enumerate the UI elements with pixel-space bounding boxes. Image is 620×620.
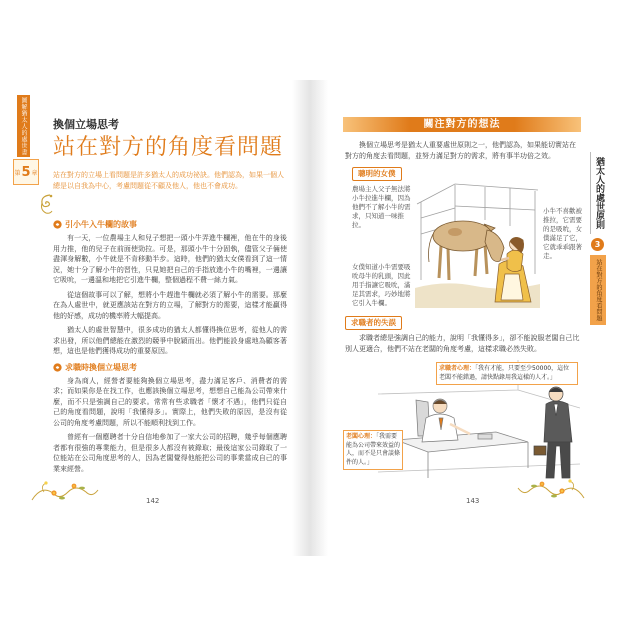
chapter-badge bbox=[13, 159, 39, 185]
applicant bbox=[534, 387, 572, 478]
applicant-thought-bubble bbox=[436, 362, 578, 385]
illustration-label: 聰明的女僕 bbox=[352, 167, 402, 181]
page-title: 站在對方的角度看問題 bbox=[53, 135, 284, 160]
side-tab-chapter-title: 猶太人的處世原則 bbox=[590, 152, 607, 234]
page-number: 142 bbox=[146, 497, 160, 505]
illustration-caption: 小牛不喜歡被推拉，它需要的是吸吮，女僕滿足了它，它就乖乖跟著走。 bbox=[543, 207, 582, 260]
boss-thought-label: 老闆心理： bbox=[346, 433, 377, 440]
chapter-prefix: 第 bbox=[14, 169, 21, 177]
body-paragraph: 有一天，一位農場主人和兒子想把一頭小牛弄進牛欄裡，他在牛的身後用力推，他的兒子在前面使勁拉。可是，那頭小牛十分固執，儘管父子倆使盡渾身解數，小牛就是不肯移動半步。這時，他們的猶太女僕看到了這一情況，她十分了解小牛的習性，只見她把自己的手指放進小牛的嘴裡，一邊讓它吸吮，一邊溫和地把它引進牛欄，整個過程不費一絲力氣。 bbox=[53, 234, 287, 284]
chapter-number: 5 bbox=[21, 164, 31, 180]
side-tab-section-number: 3 bbox=[591, 238, 604, 251]
office-desk bbox=[396, 432, 528, 478]
page-header-bar: 關注對方的想法 bbox=[343, 117, 581, 132]
calf bbox=[429, 221, 505, 280]
applicant-thought-label: 求職者心理： bbox=[439, 365, 476, 372]
intro-paragraph: 站在對方的立場上看問題是許多猶太人的成功祕訣。他們認為，如果一個人總是以自我為中心，考慮問題從不顧及他人，他也不會成功。 bbox=[53, 171, 284, 190]
series-tab: 圖解猶太人的處世書 bbox=[17, 95, 30, 157]
illustration-label: 求職者的失誤 bbox=[345, 316, 402, 330]
illustration-caption: 女僕知道小牛需要吸吮母牛的乳頭，因此用手指讓它吸吮，滿足其需求，巧妙地將它引入牛欄。 bbox=[352, 263, 411, 307]
page-number: 143 bbox=[466, 497, 480, 505]
floral-vine-icon bbox=[30, 480, 100, 504]
body-paragraph: 從這個故事可以了解，想將小牛趕進牛欄就必須了解小牛的需要。那麼在為人處世中，就更應該站在對方的立場，了解對方的需要，這樣才能贏得他的好感，成功的機率將大幅提高。 bbox=[53, 290, 287, 320]
circle-bullet-icon bbox=[53, 220, 62, 229]
section-heading bbox=[53, 362, 287, 373]
body-paragraph: 曾經有一個應聘者十分自信地參加了一家大公司的招聘，幾乎每個應聘者都有很強的專業能力，但是很多人都沒有被錄取；最後這家公司錄取了一位能站在公司角度思考的人，因為老闆覺得他能把公司的事業當成自己的事業來經營。 bbox=[53, 433, 287, 473]
body-paragraph: 猶太人的處世智慧中，很多成功的猶太人都懂得換位思考，從他人的需求出發，所以他們總能在激烈的競爭中脫穎而出。他們能設身處地為顧客著想，這也是他們獲得成功的重要原因。 bbox=[53, 326, 287, 355]
intro-paragraph: 換個立場思考是猶太人重要處世原則之一，他們認為，如果能切實站在對方的角度去看問題，並努力滿足對方的需求，將有事半功倍之效。 bbox=[345, 141, 576, 160]
body-paragraph: 身為商人，經營者要能夠換個立場思考，盡力滿足客戶、消費者的需求；而如果你是在找工作，也應該換個立場思考，想想自己能為公司帶來什麼，而不只是強調自己的要求。常常有些求職者「懷才不遇」，他們只從自己的角度看問題，說明「我懂得多」。實際上，他們失敗的原因，是沒有從公司的角度考慮問題，所以不能順利找到工作。 bbox=[53, 376, 287, 427]
boss-thought-text: 「我需要能為公司帶來效益的人，而不是只會談條件的人。」 bbox=[346, 433, 401, 466]
floral-vine-icon bbox=[516, 478, 586, 502]
section-heading bbox=[53, 219, 287, 230]
book-gutter-shadow bbox=[292, 80, 328, 556]
page-subtitle: 換個立場思考 bbox=[53, 118, 119, 131]
side-tab-section-title: 站在對方的角度看問題 bbox=[590, 255, 606, 325]
section-paragraph: 求職者總是強調自己的能力，說明「我懂得多」，卻不能說服老闆自己比別人更適合，他們不站在老闆的角度考慮，這樣求職必然失敗。 bbox=[345, 334, 580, 353]
left-body-column bbox=[53, 219, 287, 481]
circle-bullet-icon bbox=[53, 363, 62, 372]
maid-and-calf-illustration bbox=[415, 176, 540, 308]
section-heading-label: 求職時換個立場思考 bbox=[65, 362, 137, 372]
section-heading-label: 引小牛入牛欄的故事 bbox=[65, 220, 137, 229]
illustration-caption: 農場主人父子無法將小牛拉進牛欄，因為他們不了解小牛的需求，只知道一味推拉。 bbox=[352, 185, 411, 229]
flourish-icon bbox=[38, 193, 54, 215]
applicant-thought-text: 「我有才能，只要至少50000，這位老闆不能錯過，請快點錄用我這樣的人才。」 bbox=[439, 365, 570, 381]
chapter-suffix: 章 bbox=[31, 169, 38, 177]
boss-thought-bubble bbox=[343, 430, 403, 470]
